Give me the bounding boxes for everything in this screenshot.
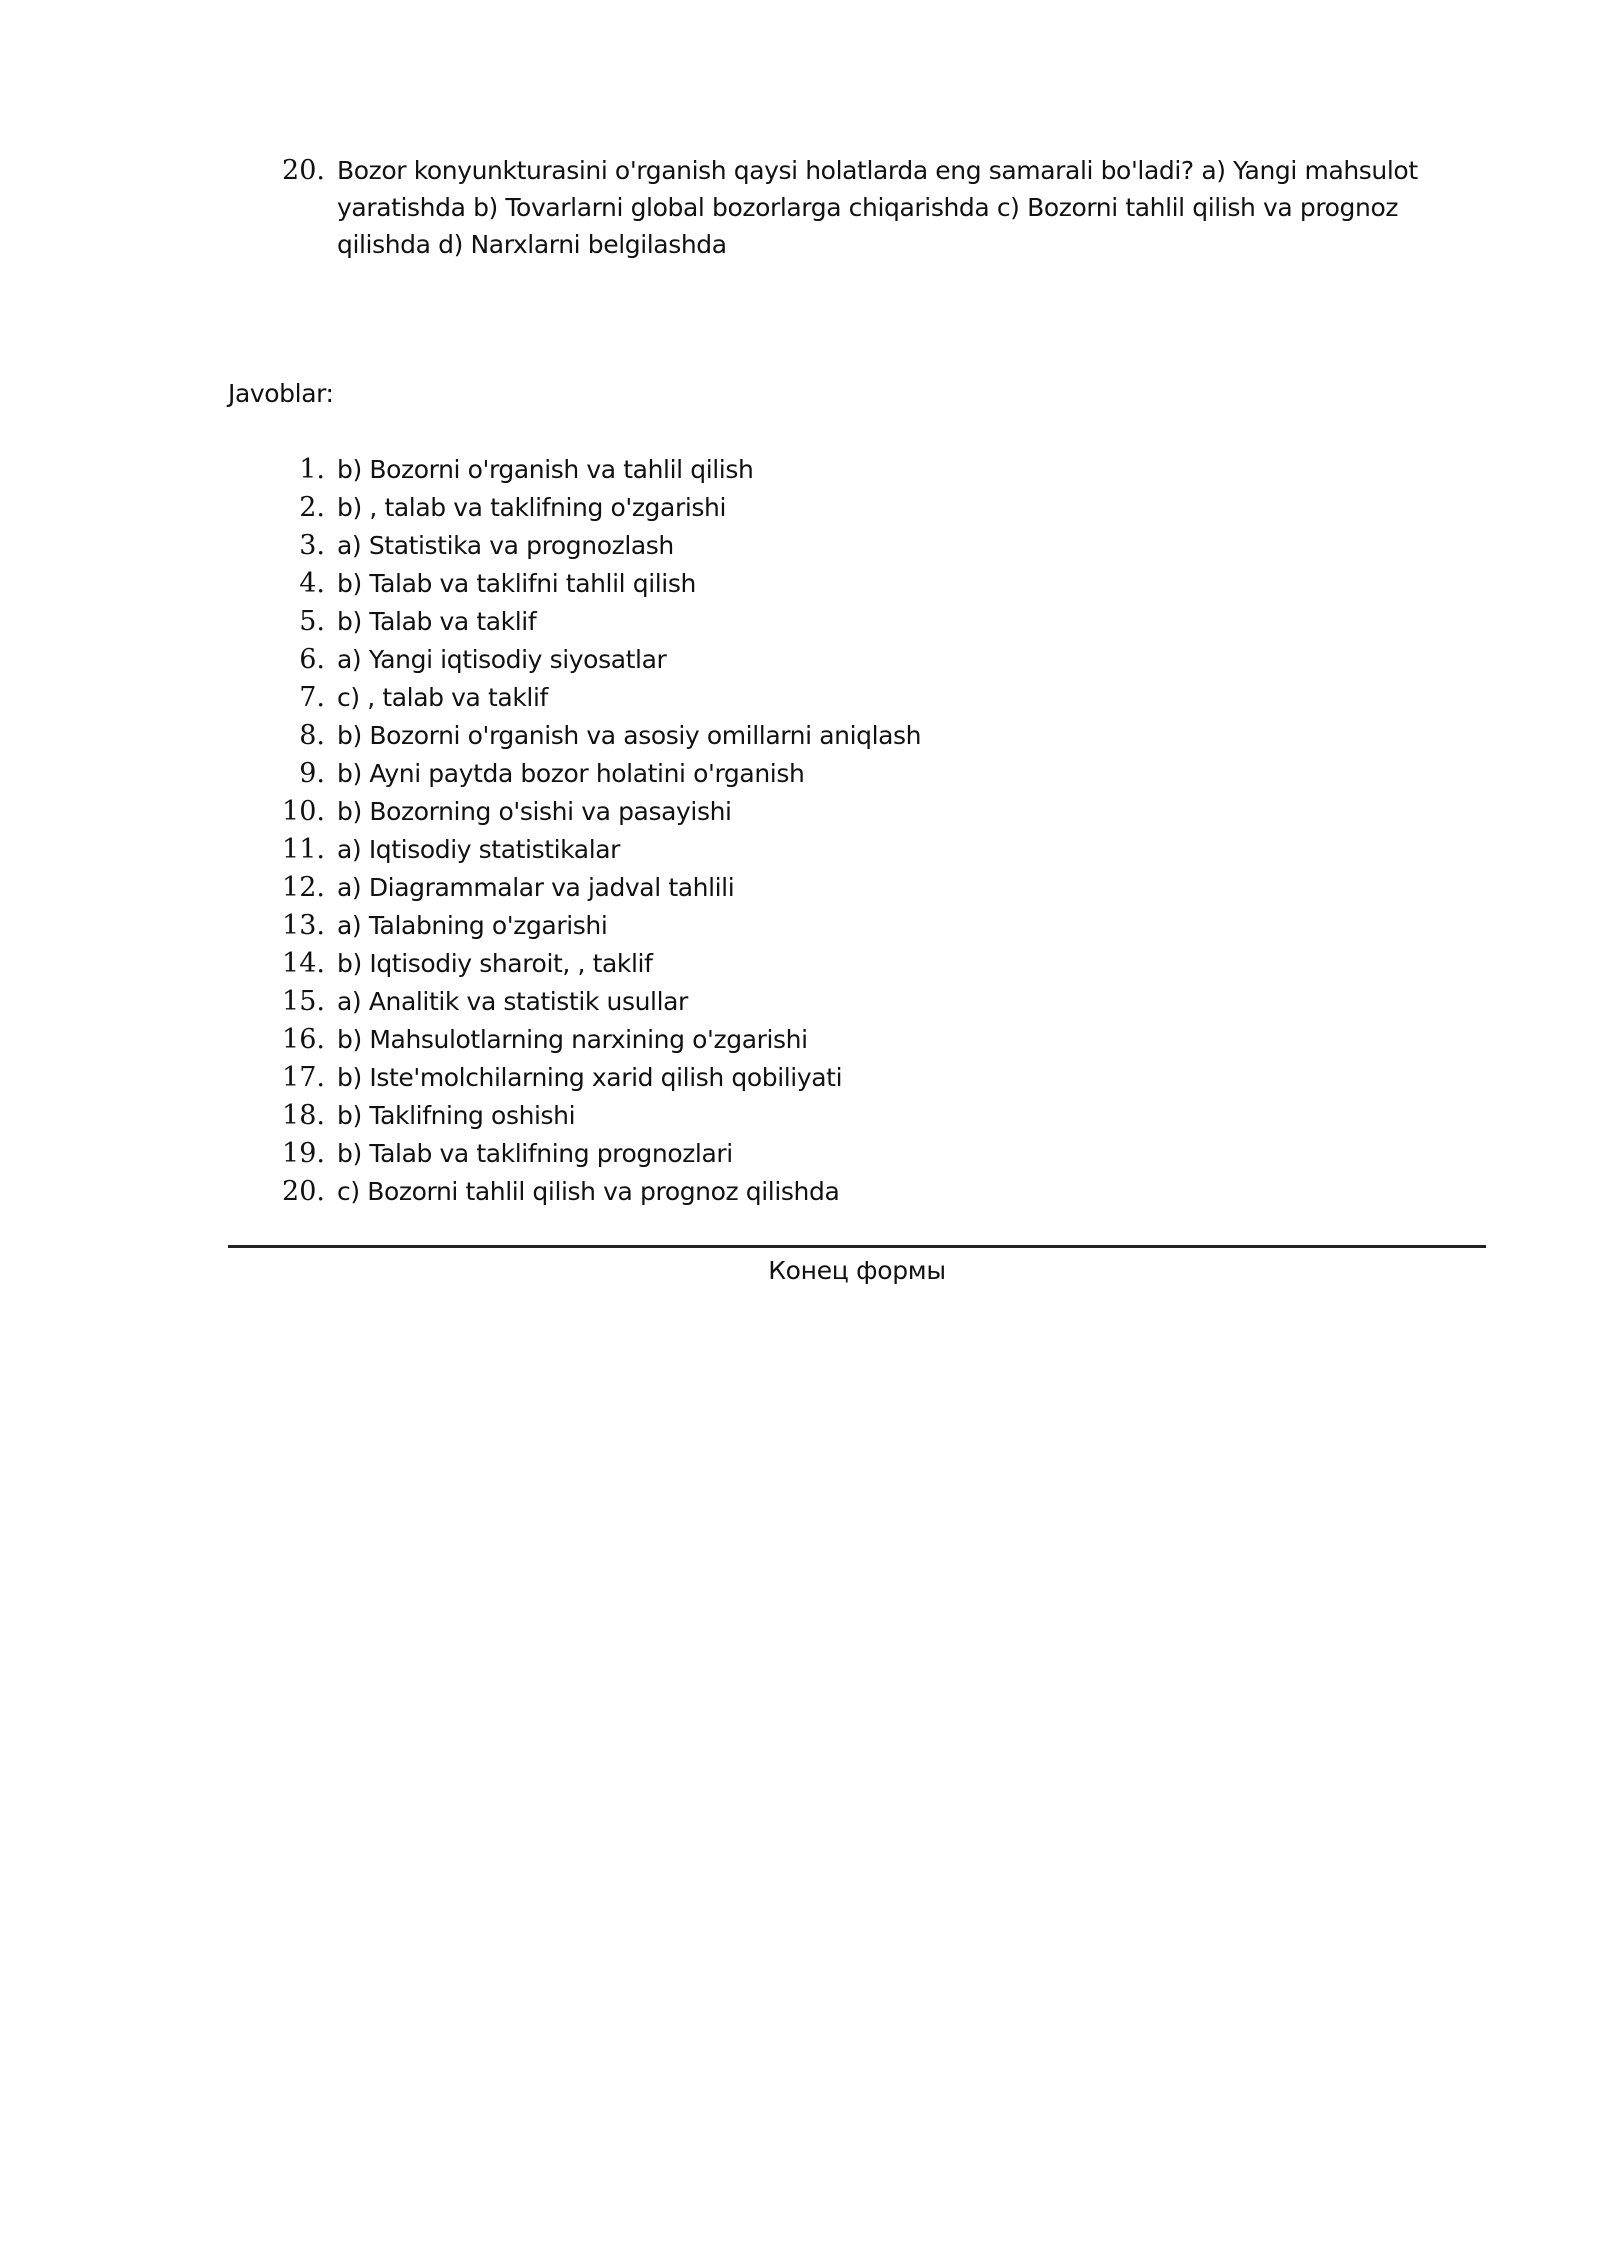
answer-item [275, 565, 1475, 603]
form-end-divider [228, 1245, 1486, 1248]
answer-text: b) Bozorni o'rganish va tahlil qilish [337, 455, 754, 484]
form-end-label: Конец формы [768, 1256, 946, 1285]
answer-text: b) Talab va taklifning prognozlari [337, 1139, 733, 1168]
answer-item [275, 603, 1475, 641]
answer-item [275, 717, 1475, 755]
answer-text: b) Talab va taklif [337, 607, 537, 636]
answer-number: 7. [299, 682, 325, 713]
answer-item [275, 869, 1475, 907]
answers-list [275, 451, 1475, 1211]
answer-text: b) Talab va taklifni tahlil qilish [337, 569, 696, 598]
answer-text: b) Bozorni o'rganish va asosiy omillarni aniqlash [337, 721, 922, 750]
answer-number: 9. [299, 758, 325, 789]
answer-item [275, 1059, 1475, 1097]
answer-item [275, 641, 1475, 679]
answer-text: c) , talab va taklif [337, 683, 548, 712]
answer-number: 19. [282, 1138, 325, 1169]
answer-text: c) Bozorni tahlil qilish va prognoz qilishda [337, 1177, 840, 1206]
answer-text: b) Mahsulotlarning narxining o'zgarishi [337, 1025, 808, 1054]
answer-number: 2. [299, 492, 325, 523]
answer-number: 20. [282, 1176, 325, 1207]
answer-number: 15. [282, 986, 325, 1017]
answer-number: 14. [282, 948, 325, 979]
answer-text: a) Analitik va statistik usullar [337, 987, 688, 1016]
answer-text: b) Ayni paytda bozor holatini o'rganish [337, 759, 805, 788]
answer-number: 8. [299, 720, 325, 751]
answer-number: 1. [299, 454, 325, 485]
answer-item [275, 489, 1475, 527]
answers-heading: Javoblar: [228, 379, 334, 408]
answer-item [275, 1173, 1475, 1211]
answer-item [275, 1021, 1475, 1059]
answer-number: 16. [282, 1024, 325, 1055]
answer-item [275, 679, 1475, 717]
answer-item [275, 983, 1475, 1021]
answer-number: 13. [282, 910, 325, 941]
answer-text: a) Statistika va prognozlash [337, 531, 674, 560]
answer-number: 11. [282, 834, 325, 865]
answer-item [275, 451, 1475, 489]
answer-item [275, 907, 1475, 945]
answer-number: 4. [299, 568, 325, 599]
answer-number: 12. [282, 872, 325, 903]
question-number: 20. [282, 155, 325, 186]
answer-text: b) Bozorning o'sishi va pasayishi [337, 797, 732, 826]
answer-item [275, 1135, 1475, 1173]
question-item [275, 152, 1495, 263]
answer-item [275, 793, 1475, 831]
answer-number: 6. [299, 644, 325, 675]
answer-item [275, 945, 1475, 983]
answer-number: 18. [282, 1100, 325, 1131]
answer-item [275, 527, 1475, 565]
answer-text: a) Diagrammalar va jadval tahlili [337, 873, 735, 902]
answer-text: a) Iqtisodiy statistikalar [337, 835, 621, 864]
answer-number: 3. [299, 530, 325, 561]
answer-text: a) Yangi iqtisodiy siyosatlar [337, 645, 667, 674]
answer-item [275, 755, 1475, 793]
question-text: Bozor konyunkturasini o'rganish qaysi holatlarda eng samarali bo'ladi? a) Yangi mahsulot yaratishda b) Tovarlarni global bozorlarga chiqarishda c) Bozorni tahlil qilish va prognoz qilishda d) Narxlarni belgilashda [337, 156, 1418, 259]
answer-text: b) , talab va taklifning o'zgarishi [337, 493, 726, 522]
answer-text: b) Iqtisodiy sharoit, , taklif [337, 949, 653, 978]
answer-number: 5. [299, 606, 325, 637]
answer-item [275, 1097, 1475, 1135]
answer-number: 10. [282, 796, 325, 827]
answer-text: b) Taklifning oshishi [337, 1101, 576, 1130]
answer-number: 17. [282, 1062, 325, 1093]
answer-text: b) Iste'molchilarning xarid qilish qobiliyati [337, 1063, 843, 1092]
answer-text: a) Talabning o'zgarishi [337, 911, 608, 940]
answer-item [275, 831, 1475, 869]
